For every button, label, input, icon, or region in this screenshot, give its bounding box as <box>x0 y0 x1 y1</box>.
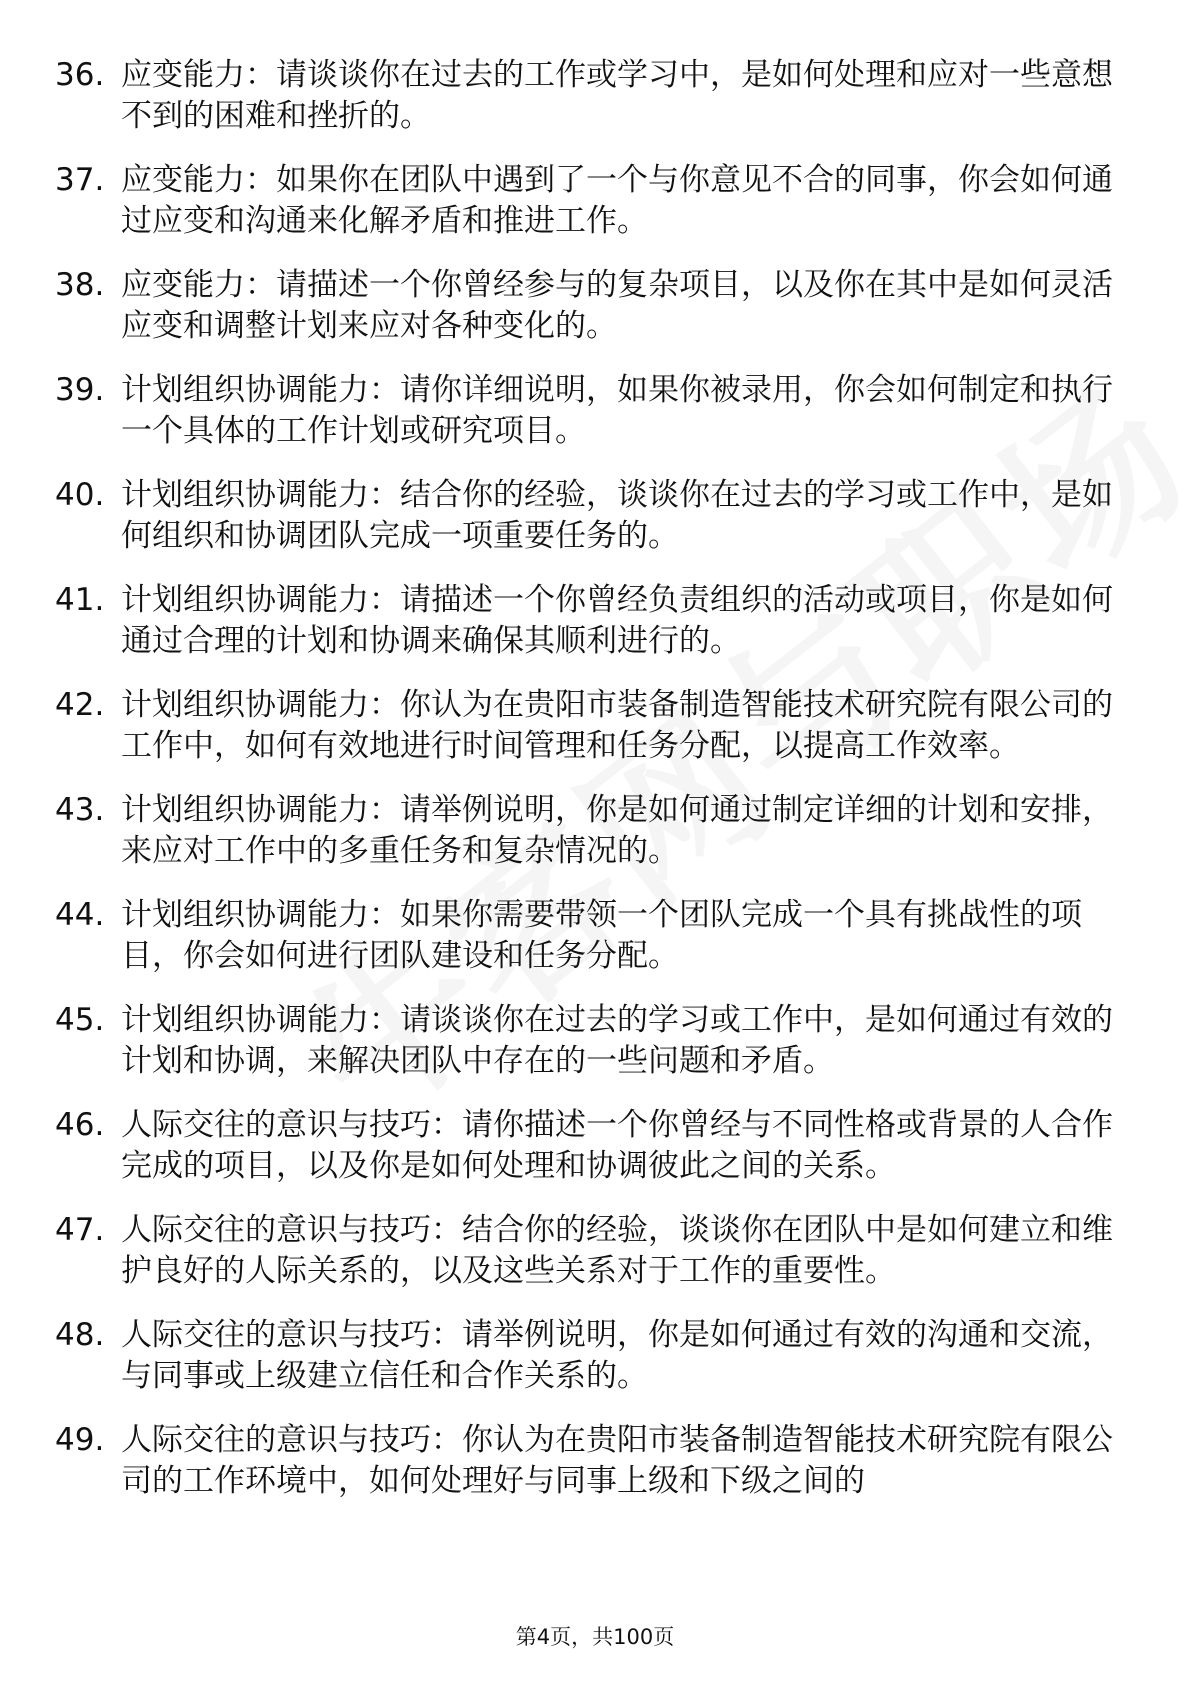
question-item <box>55 1420 1135 1502</box>
question-item <box>55 370 1135 452</box>
question-text: 应变能力：请谈谈你在过去的工作或学习中，是如何处理和应对一些意想不到的困难和挫折的。 <box>121 57 1113 134</box>
question-item <box>55 1000 1135 1082</box>
question-number: 37. <box>55 162 105 198</box>
question-number: 45. <box>55 1002 105 1038</box>
question-number: 41. <box>55 582 105 618</box>
question-item <box>55 55 1135 137</box>
question-text: 人际交往的意识与技巧：请你描述一个你曾经与不同性格或背景的人合作完成的项目，以及你是如何处理和协调彼此之间的关系。 <box>121 1107 1113 1184</box>
question-item <box>55 265 1135 347</box>
question-number: 48. <box>55 1317 105 1353</box>
question-number: 39. <box>55 372 105 408</box>
question-item <box>55 790 1135 872</box>
question-text: 人际交往的意识与技巧：结合你的经验，谈谈你在团队中是如何建立和维护良好的人际关系的，以及这些关系对于工作的重要性。 <box>121 1212 1113 1289</box>
question-text: 应变能力：请描述一个你曾经参与的复杂项目，以及你在其中是如何灵活应变和调整计划来应对各种变化的。 <box>121 267 1113 344</box>
question-text: 计划组织协调能力：请谈谈你在过去的学习或工作中，是如何通过有效的计划和协调，来解决团队中存在的一些问题和矛盾。 <box>121 1002 1113 1079</box>
question-text: 计划组织协调能力：结合你的经验，谈谈你在过去的学习或工作中，是如何组织和协调团队完成一项重要任务的。 <box>121 477 1113 554</box>
question-item <box>55 1210 1135 1292</box>
question-number: 44. <box>55 897 105 933</box>
question-number: 43. <box>55 792 105 828</box>
question-text: 计划组织协调能力：如果你需要带领一个团队完成一个具有挑战性的项目，你会如何进行团队建设和任务分配。 <box>121 897 1082 974</box>
question-item <box>55 1105 1135 1187</box>
question-text: 人际交往的意识与技巧：你认为在贵阳市装备制造智能技术研究院有限公司的工作环境中，如何处理好与同事上级和下级之间的 <box>121 1422 1113 1499</box>
page-footer: 第4页，共100页 <box>515 1625 675 1649</box>
question-item <box>55 1315 1135 1397</box>
question-text: 计划组织协调能力：请你详细说明，如果你被录用，你会如何制定和执行一个具体的工作计划或研究项目。 <box>121 372 1113 449</box>
question-text: 应变能力：如果你在团队中遇到了一个与你意见不合的同事，你会如何通过应变和沟通来化解矛盾和推进工作。 <box>121 162 1113 239</box>
question-number: 40. <box>55 477 105 513</box>
question-text: 计划组织协调能力：你认为在贵阳市装备制造智能技术研究院有限公司的工作中，如何有效地进行时间管理和任务分配，以提高工作效率。 <box>121 687 1113 764</box>
question-item <box>55 475 1135 557</box>
question-number: 47. <box>55 1212 105 1248</box>
question-item <box>55 580 1135 662</box>
question-number: 46. <box>55 1107 105 1143</box>
question-item <box>55 895 1135 977</box>
question-text: 计划组织协调能力：请举例说明，你是如何通过制定详细的计划和安排，来应对工作中的多重任务和复杂情况的。 <box>121 792 1113 869</box>
question-number: 49. <box>55 1422 105 1458</box>
question-number: 36. <box>55 57 105 93</box>
question-text: 计划组织协调能力：请描述一个你曾经负责组织的活动或项目，你是如何通过合理的计划和协调来确保其顺利进行的。 <box>121 582 1113 659</box>
question-item <box>55 685 1135 767</box>
question-item <box>55 160 1135 242</box>
question-number: 38. <box>55 267 105 303</box>
question-text: 人际交往的意识与技巧：请举例说明，你是如何通过有效的沟通和交流，与同事或上级建立信任和合作关系的。 <box>121 1317 1113 1394</box>
question-list <box>55 55 1135 1525</box>
question-number: 42. <box>55 687 105 723</box>
